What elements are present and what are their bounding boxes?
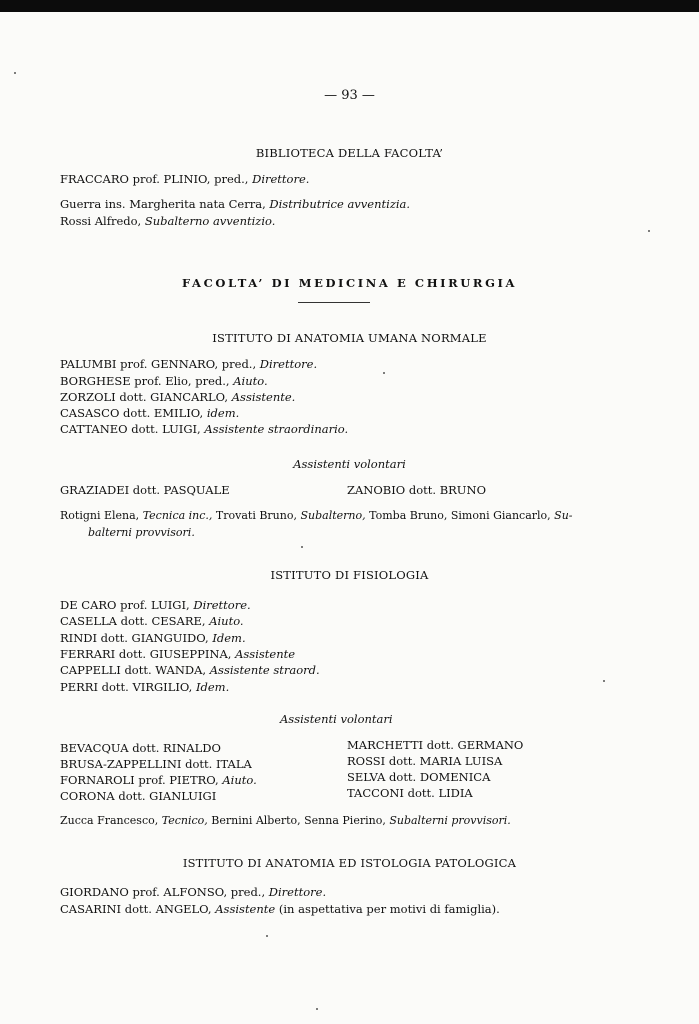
volunteer-right: MARCHETTI dott. GERMANO: [347, 738, 524, 752]
staff-role: Distributrice avventizia.: [269, 197, 411, 211]
volunteer-right: ZANOBIO dott. BRUNO: [347, 483, 486, 497]
staff-role: Direttore.: [268, 885, 327, 899]
staff-role: idem.: [206, 406, 240, 420]
staff-row: [60, 390, 295, 404]
staff-name: PERRI dott. VIRGILIO,: [60, 680, 196, 694]
volunteer-left: BRUSA-ZAPPELLINI dott. ITALA: [60, 757, 252, 771]
biblioteca-staff-2: [60, 214, 275, 228]
scan-speck: [14, 72, 16, 74]
staff-row: [60, 631, 246, 645]
staff-name: CASARINI dott. ANGELO,: [60, 902, 216, 916]
anatomia-patologica-heading: ISTITUTO DI ANATOMIA ED ISTOLOGIA PATOLOGICA: [182, 856, 517, 870]
staff-row: CASARINI dott. ANGELO, Assistente (in aspettativa per motivi di famiglia).: [60, 902, 500, 916]
staff-row: [60, 422, 348, 436]
faculty-heading: FACOLTA’ DI MEDICINA E CHIRURGIA: [181, 276, 518, 290]
heading-divider: [298, 302, 370, 303]
volunteers-heading: Assistenti volontari: [293, 457, 406, 471]
staff-name: CASELLA dott. CESARE,: [60, 614, 210, 628]
support-staff-line-1: Rotigni Elena, Tecnica inc., Trovati Bruno, Subalterno, Tomba Bruno, Simoni Giancarlo, Su-: [60, 509, 573, 522]
volunteer-left: BEVACQUA dott. RINALDO: [60, 741, 221, 755]
support-staff-line: Zucca Francesco, Tecnico, Bernini Alberto, Senna Pierino, Subalterni provvisori.: [60, 814, 511, 827]
staff-role: Aiuto.: [233, 374, 268, 388]
staff-name: FERRARI dott. GIUSEPPINA,: [60, 647, 236, 661]
staff-role: Assistente: [215, 902, 276, 916]
biblioteca-director: [60, 172, 309, 186]
scan-speck: [383, 372, 385, 374]
staff-role: Idem.: [212, 631, 246, 645]
staff-role: Idem.: [195, 680, 230, 694]
scan-speck: [266, 935, 268, 937]
biblioteca-heading: BIBLIOTECA DELLA FACOLTA’: [255, 146, 444, 160]
volunteer-right: TACCONI dott. LIDIA: [347, 786, 473, 800]
volunteer-left: GRAZIADEI dott. PASQUALE: [60, 483, 230, 497]
director-name: FRACCARO prof. PLINIO, pred.,: [60, 172, 253, 186]
staff-row: [60, 357, 317, 371]
staff-name: CAPPELLI dott. WANDA,: [60, 663, 210, 677]
staff-role: Assistente: [235, 647, 296, 661]
scan-speck: [648, 230, 650, 232]
staff-name: CATTANEO dott. LUIGI,: [60, 422, 205, 436]
staff-name: CASASCO dott. EMILIO,: [60, 406, 207, 420]
staff-name: GIORDANO prof. ALFONSO, pred.,: [60, 885, 269, 899]
staff-name: BORGHESE prof. Elio, pred.,: [60, 374, 234, 388]
staff-role: Subalterno avventizio.: [144, 214, 276, 228]
staff-row: [60, 885, 326, 899]
staff-name: PALUMBI prof. GENNARO, pred.,: [60, 357, 260, 371]
biblioteca-staff-1: [60, 197, 410, 211]
page-number: — 93 —: [324, 88, 375, 103]
staff-row: [60, 680, 229, 694]
staff-row: [60, 374, 268, 388]
volunteer-left: CORONA dott. GIANLUIGI: [60, 789, 217, 803]
staff-role: Assistente straordinario.: [204, 422, 349, 436]
scan-speck: [603, 680, 605, 682]
staff-role: Assistente.: [231, 390, 296, 404]
staff-row: [60, 406, 239, 420]
volunteer-right: SELVA dott. DOMENICA: [347, 770, 491, 784]
staff-name: ZORZOLI dott. GIANCARLO,: [60, 390, 232, 404]
volunteer-left: FORNAROLI prof. PIETRO, Aiuto.: [60, 773, 257, 787]
staff-name: RINDI dott. GIANGUIDO,: [60, 631, 213, 645]
director-role: Direttore.: [252, 172, 310, 186]
staff-row: [60, 663, 320, 677]
scan-speck: [316, 1008, 318, 1010]
volunteers-heading: Assistenti volontari: [280, 712, 393, 726]
staff-role: Assistente straord.: [209, 663, 320, 677]
staff-row: [60, 647, 295, 661]
staff-role: Direttore.: [193, 598, 251, 612]
anatomia-normale-heading: ISTITUTO DI ANATOMIA UMANA NORMALE: [212, 331, 487, 345]
scan-top-border: [0, 0, 699, 12]
scan-speck: [301, 546, 303, 548]
volunteer-right: ROSSI dott. MARIA LUISA: [347, 754, 503, 768]
staff-name: Rossi Alfredo,: [60, 214, 145, 228]
fisiologia-heading: ISTITUTO DI FISIOLOGIA: [270, 568, 429, 582]
staff-name: Guerra ins. Margherita nata Cerra,: [60, 197, 270, 211]
staff-role: Aiuto.: [209, 614, 244, 628]
staff-row: [60, 598, 251, 612]
staff-role: Direttore.: [259, 357, 318, 371]
staff-name: DE CARO prof. LUIGI,: [60, 598, 194, 612]
staff-row: [60, 614, 244, 628]
support-staff-line-2: balterni provvisori.: [88, 526, 195, 539]
